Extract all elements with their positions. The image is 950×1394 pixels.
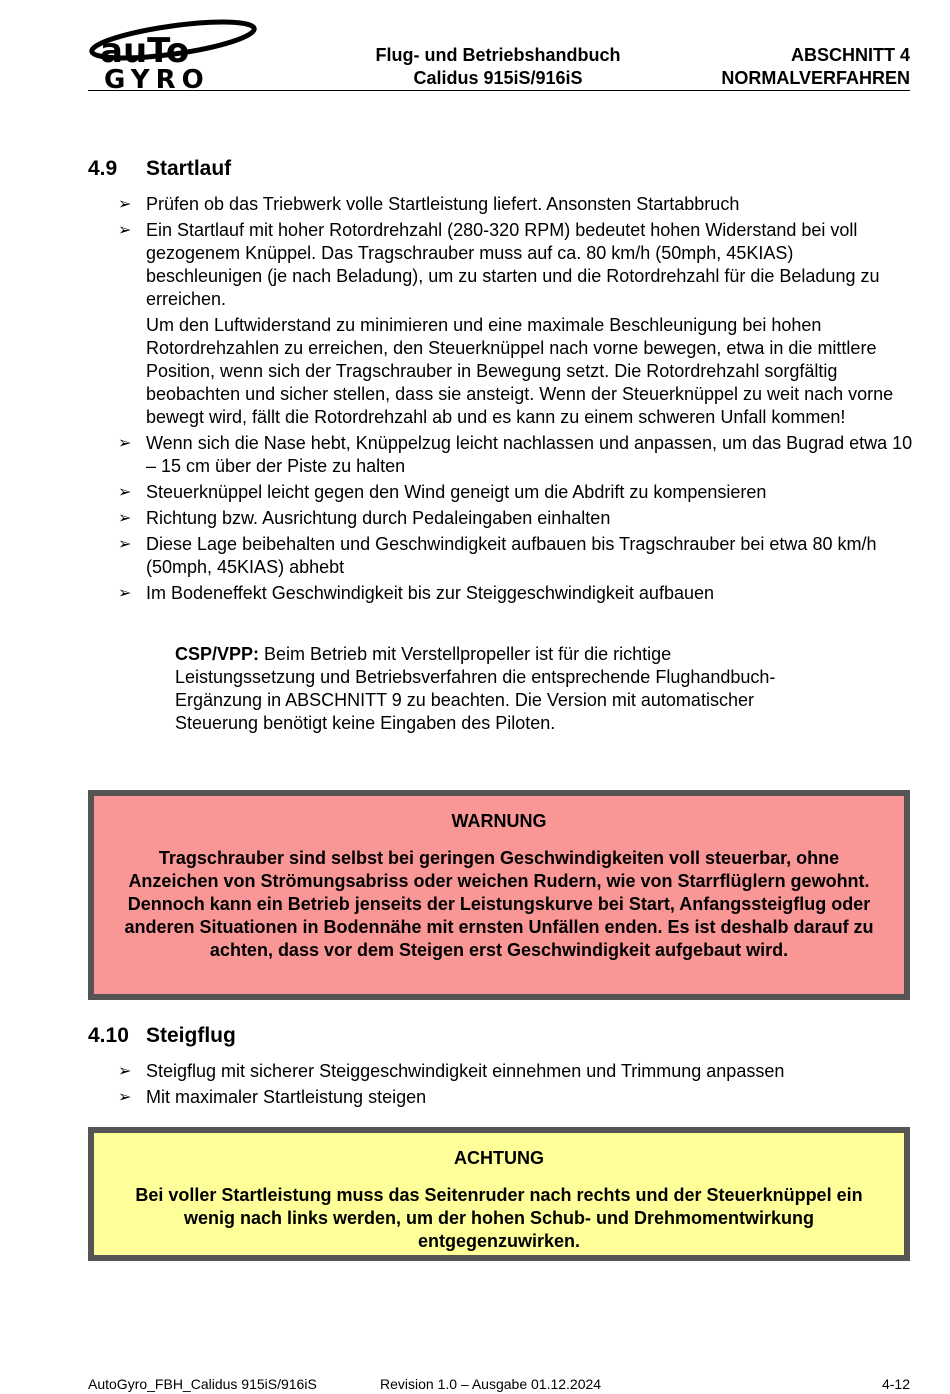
caution-title: ACHTUNG (454, 1148, 544, 1168)
arrow-bullet-icon: ➢ (118, 435, 132, 452)
warning-text: Tragschrauber sind selbst bei geringen Geschwindigkeiten voll steuerbar, ohne Anzeichen von Strömungsabriss oder weichen Rudern, wie von Starrflüglern gewohnt. Dennoch kann ein Betrieb jenseits der Leistungskurve bei Start, Anfangssteigflug oder anderen Situationen in Bodennähe mit ernsten Unfällen enden. Es ist deshalb darauf zu achten, dass vor dem Steigen erst Geschwindigkeit aufgebaut wird. (124, 848, 874, 960)
footer-document: AutoGyro_FBH_Calidus 915iS/916iS (88, 1376, 317, 1392)
arrow-bullet-icon: ➢ (118, 196, 132, 213)
heading-title: Steigflug (146, 1024, 236, 1047)
warning-title: WARNUNG (451, 811, 547, 831)
arrow-bullet-icon: ➢ (118, 1063, 132, 1080)
arrow-bullet-icon: ➢ (118, 1089, 132, 1106)
arrow-bullet-icon: ➢ (118, 510, 132, 527)
page-header (88, 14, 910, 91)
section-title (721, 44, 910, 90)
list-item: ➢ Mit maximaler Startleistung steigen (118, 1087, 427, 1107)
logo-text-top: auTo (100, 31, 190, 71)
heading-number: 4.9 (88, 157, 118, 180)
heading-4-9 (88, 157, 231, 181)
startlauf-list (118, 193, 913, 608)
footer-revision: Revision 1.0 – Ausgabe 01.12.2024 (380, 1376, 602, 1392)
footer-page-number: 4-12 (881, 1376, 910, 1392)
list-item: ➢ Im Bodeneffekt Geschwindigkeit bis zur Steiggeschwindigkeit aufbauen (118, 583, 715, 603)
list-item: ➢ Steigflug mit sicherer Steiggeschwindigkeit einnehmen und Trimmung anpassen (118, 1061, 785, 1081)
list-item: ➢ Steuerknüppel leicht gegen den Wind geneigt um die Abdrift zu kompensieren (118, 482, 767, 502)
manual-title-line2: Calidus 915iS/916iS (413, 68, 583, 88)
autogyro-logo (88, 14, 258, 90)
warning-box (88, 790, 910, 1000)
arrow-bullet-icon: ➢ (118, 585, 132, 602)
steigflug-list (118, 1060, 913, 1112)
caution-box (88, 1127, 910, 1261)
section-title-line1: ABSCHNITT 4 (790, 45, 910, 65)
manual-title (338, 44, 658, 90)
list-item: ➢ Prüfen ob das Triebwerk volle Startleistung liefert. Ansonsten Startabbruch (118, 194, 740, 214)
heading-title: Startlauf (146, 157, 232, 180)
csp-vpp-note (175, 643, 815, 735)
list-item: ➢ Diese Lage beibehalten und Geschwindigkeit aufbauen bis Tragschrauber bei etwa 80 km/h (50mph, 45KIAS) abhebt (118, 534, 877, 577)
arrow-bullet-icon: ➢ (118, 536, 132, 553)
note-label: CSP/VPP: (175, 644, 260, 664)
list-item: ➢ Richtung bzw. Ausrichtung durch Pedaleingaben einhalten (118, 508, 611, 528)
list-item-paragraph: Um den Luftwiderstand zu minimieren und eine maximale Beschleunigung bei hohen Rotordrehzahlen zu erreichen, den Steuerknüppel nach vorne bewegen, etwa in die mittlere Position, wenn sich der Tragschrauber in Bewegung setzt. Die Rotordrehzahl sorgfältig beobachten und sicher stellen, dass sie ansteigt. Wenn der Steuerknüppel zu weit nach vorne bewegt wird, fällt die Rotordrehzahl ab und es kann zu einem schweren Unfall kommen! (146, 315, 894, 427)
section-title-line2: NORMALVERFAHREN (721, 68, 910, 88)
arrow-bullet-icon: ➢ (118, 484, 132, 501)
manual-title-line1: Flug- und Betriebshandbuch (375, 45, 621, 65)
caution-text: Bei voller Startleistung muss das Seitenruder nach rechts und der Steuerknüppel ein wenig nach links werden, um der hohen Schub- und Drehmomentwirkung entgegenzuwirken. (135, 1185, 863, 1251)
list-item: ➢ Ein Startlauf mit hoher Rotordrehzahl (280-320 RPM) bedeutet hohen Widerstand bei voll gezogenem Knüppel. Das Tragschrauber muss auf ca. 80 km/h (50mph, 45KIAS) beschleunigen (je nach Beladung), um zu starten und die Rotordrehzahl für die Beladung zu erreichen. Um den Luftwiderstand zu minimieren und eine maximale Beschleunigung bei hohen Rotordrehzahlen zu erreichen, den Steuerknüppel nach vorne bewegen, etwa in die mittlere Position, wenn sich der Tragschrauber in Bewegung setzt. Die Rotordrehzahl sorgfältig beobachten und sicher stellen, dass sie ansteigt. Wenn der Steuerknüppel zu weit nach vorne bewegt wird, fällt die Rotordrehzahl ab und es kann zu einem schweren Unfall kommen! (118, 219, 913, 429)
note-text: Beim Betrieb mit Verstellpropeller ist für die richtige Leistungssetzung und Betriebsverfahren die entsprechende Flughandbuch-Ergänzung in ABSCHNITT 9 zu beachten. Die Version mit automatischer Steuerung benötigt keine Eingaben des Piloten. (175, 644, 776, 733)
logo-text-bottom: GYRO (104, 65, 210, 90)
heading-4-10 (88, 1024, 236, 1048)
list-item: ➢ Wenn sich die Nase hebt, Knüppelzug leicht nachlassen und anpassen, um das Bugrad etwa 10 – 15 cm über der Piste zu halten (118, 433, 913, 476)
arrow-bullet-icon: ➢ (118, 222, 132, 239)
heading-number: 4.10 (88, 1024, 129, 1047)
